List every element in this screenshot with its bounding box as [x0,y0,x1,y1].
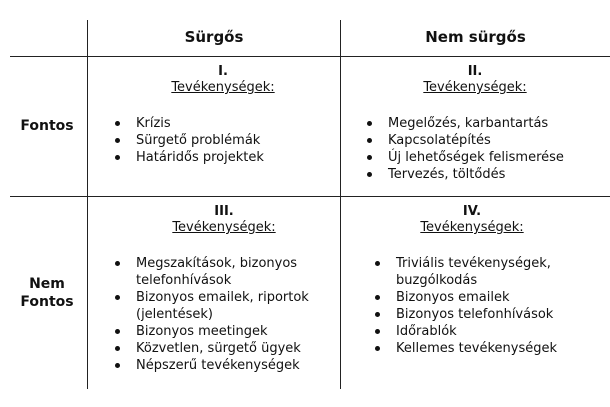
grid-line-vertical-left [87,20,88,389]
quadrant-4-subtitle: Tevékenységek: [420,220,524,235]
quadrant-2-number: II. [467,64,483,79]
quadrant-3-number: III. [214,204,234,219]
quadrant-3-subtitle: Tevékenységek: [172,220,276,235]
list-item: Időrablók [370,323,602,340]
list-item: Kapcsolatépítés [362,132,608,149]
list-item: Tervezés, töltődés [362,166,608,183]
grid-line-horizontal-top [10,56,610,57]
quadrant-4-number: IV. [462,204,482,219]
quadrant-4 [370,204,602,357]
list-item: Népszerű tevékenységek [110,357,338,374]
quadrant-3-list [110,255,338,374]
row-header-important-label: Fontos [20,118,74,134]
list-item: Közvetlen, sürgető ügyek [110,340,338,357]
grid-line-horizontal-middle [10,196,610,197]
list-item: Új lehetőségek felismerése [362,149,608,166]
list-item: Megelőzés, karbantartás [362,115,608,132]
quadrant-2-subtitle: Tevékenységek: [423,80,527,95]
quadrant-3 [110,204,338,374]
quadrant-2-list [362,115,608,183]
list-item: Határidős projektek [110,149,336,166]
quadrant-1-list [110,115,336,166]
list-item: Megszakítások, bizonyos telefonhívások [110,255,338,289]
quadrant-2 [362,64,608,183]
quadrant-4-list [370,255,602,357]
list-item: Kellemes tevékenységek [370,340,602,357]
list-item: Krízis [110,115,336,132]
list-item: Sürgető problémák [110,132,336,149]
grid-line-vertical-middle [340,20,341,389]
column-header-urgent: Sürgős [184,28,244,46]
list-item: Bizonyos emailek, riportok (jelentések) [110,289,338,323]
list-item: Triviális tevékenységek, buzgólkodás [370,255,602,289]
list-item: Bizonyos emailek [370,289,602,306]
quadrant-1-subtitle: Tevékenységek: [171,80,275,95]
quadrant-1-number: I. [218,64,228,79]
row-header-important [0,117,94,135]
row-header-not-important [0,275,94,311]
list-item: Bizonyos meetingek [110,323,338,340]
column-header-not-urgent: Nem sürgős [425,28,526,46]
row-header-not-important-line1: Nem [29,276,65,292]
list-item: Bizonyos telefonhívások [370,306,602,323]
row-header-not-important-line2: Fontos [20,294,74,310]
quadrant-1 [110,64,336,166]
